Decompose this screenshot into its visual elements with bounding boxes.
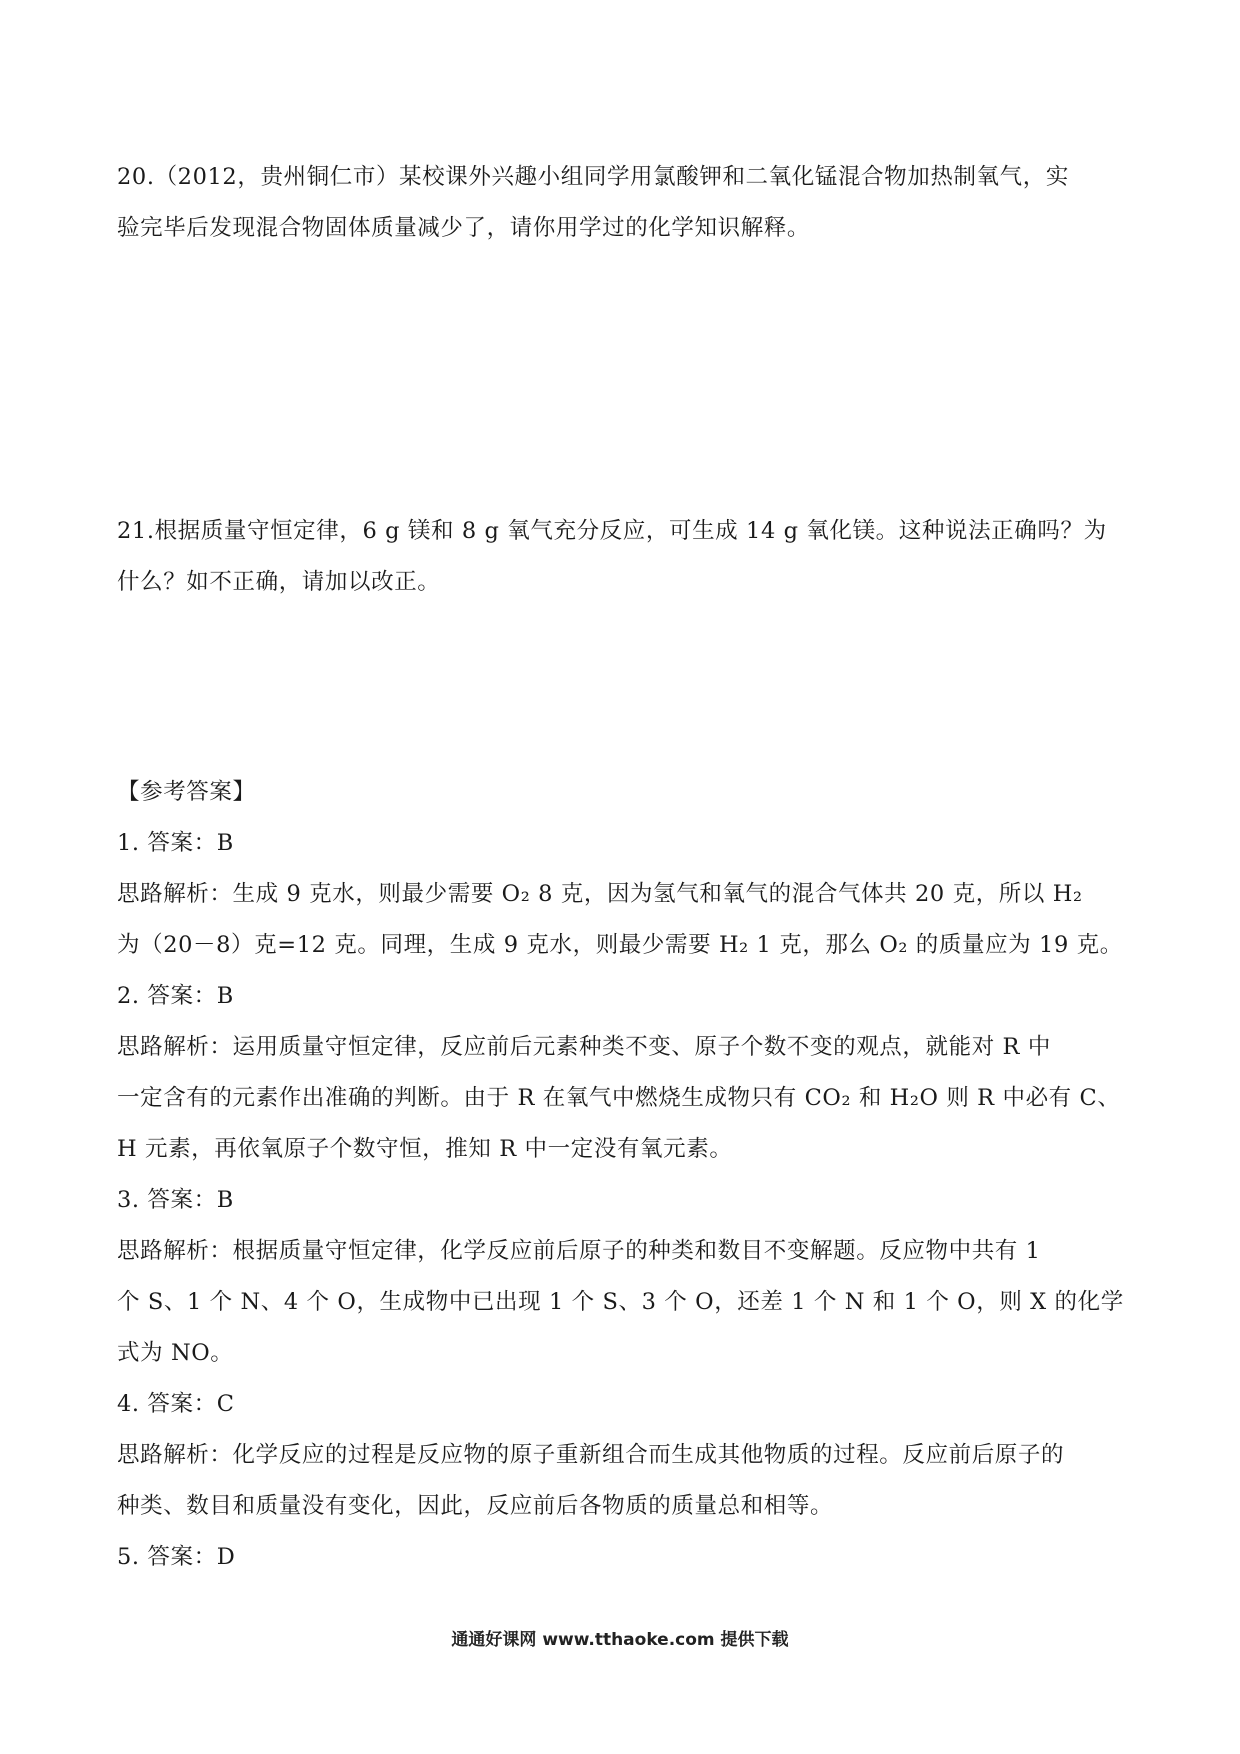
- question-20-line-1: 20.（2012，贵州铜仁市）某校课外兴趣小组同学用氯酸钾和二氧化锰混合物加热制氧气，实: [117, 164, 1069, 190]
- reference-heading: 【参考答案】: [117, 779, 256, 805]
- question-20: [117, 152, 1127, 254]
- analysis-1-line-1: 思路解析：生成 9 克水，则最少需要 O₂ 8 克，因为氢气和氧气的混合气体共 20 克，所以 H₂: [117, 881, 1083, 907]
- question-21-line-2: 什么？如不正确，请加以改正。: [117, 569, 441, 595]
- analysis-3-line-2: 个 S、1 个 N、4 个 O，生成物中已出现 1 个 S、3 个 O，还差 1 个 N 和 1 个 O，则 X 的化学: [117, 1289, 1124, 1315]
- question-21-line-1: 21.根据质量守恒定律，6 g 镁和 8 g 氧气充分反应，可生成 14 g 氧化镁。这种说法正确吗？为: [117, 518, 1107, 544]
- answer-3: 3. 答案：B: [117, 1187, 234, 1213]
- analysis-2-line-1: 思路解析：运用质量守恒定律，反应前后元素种类不变、原子个数不变的观点，就能对 R 中: [117, 1034, 1051, 1060]
- question-21: [117, 506, 1127, 608]
- answer-1: 1. 答案：B: [117, 830, 234, 856]
- analysis-4-line-2: 种类、数目和质量没有变化，因此，反应前后各物质的质量总和相等。: [117, 1493, 834, 1519]
- reference-answers: [117, 767, 1129, 1583]
- page-footer: 通通好课网 www.tthaoke.com 提供下载: [451, 1630, 789, 1650]
- analysis-1-line-2: 为（20－8）克=12 克。同理，生成 9 克水，则最少需要 H₂ 1 克，那么 O₂ 的质量应为 19 克。: [117, 932, 1123, 958]
- analysis-2-line-3: H 元素，再依氧原子个数守恒，推知 R 中一定没有氧元素。: [117, 1136, 733, 1162]
- answer-2: 2. 答案：B: [117, 983, 234, 1009]
- analysis-3-line-1: 思路解析：根据质量守恒定律，化学反应前后原子的种类和数目不变解题。反应物中共有 1: [117, 1238, 1041, 1264]
- analysis-2-line-2: 一定含有的元素作出准确的判断。由于 R 在氧气中燃烧生成物只有 CO₂ 和 H₂O 则 R 中必有 C、: [117, 1085, 1121, 1111]
- answer-4: 4. 答案：C: [117, 1391, 235, 1417]
- question-20-line-2: 验完毕后发现混合物固体质量减少了，请你用学过的化学知识解释。: [117, 215, 811, 241]
- answer-5: 5. 答案：D: [117, 1544, 236, 1570]
- analysis-4-line-1: 思路解析：化学反应的过程是反应物的原子重新组合而生成其他物质的过程。反应前后原子的: [117, 1442, 1065, 1468]
- analysis-3-line-3: 式为 NO。: [117, 1340, 234, 1366]
